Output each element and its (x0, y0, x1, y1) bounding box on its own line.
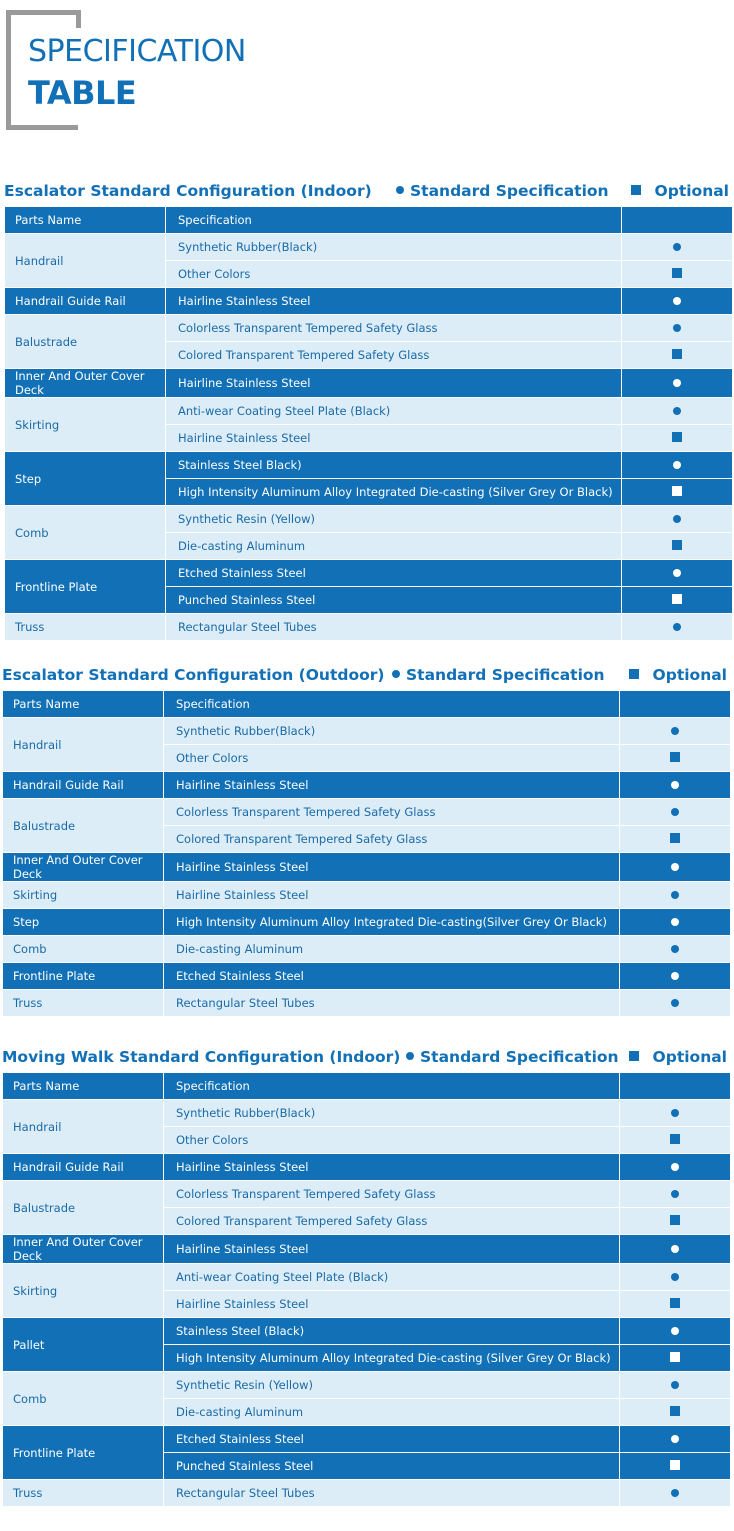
table-row (5, 452, 733, 479)
square-icon (670, 1298, 680, 1308)
mark-cell (620, 745, 731, 772)
mark-cell (620, 882, 731, 909)
spec-cell: Anti-wear Coating Steel Plate (Black) (166, 398, 622, 425)
mark-cell (620, 1181, 731, 1208)
legend-optional (631, 182, 729, 200)
mark-cell (622, 234, 733, 261)
spec-section (2, 1046, 731, 1507)
square-icon (629, 1051, 639, 1061)
column-header-parts: Parts Name (5, 207, 166, 234)
spec-cell: Synthetic Rubber(Black) (164, 718, 620, 745)
circle-icon (671, 1190, 679, 1198)
circle-icon (671, 918, 679, 926)
spec-cell: Stainless Steel (Black) (164, 1318, 620, 1345)
table-row (3, 882, 731, 909)
spec-cell: Colorless Transparent Tempered Safety Glass (166, 315, 622, 342)
table-row (3, 799, 731, 826)
section-header (4, 180, 733, 206)
section-title: Escalator Standard Configuration (Indoor) (4, 182, 372, 200)
part-name-cell: Balustrade (3, 1181, 164, 1235)
table-row (5, 369, 733, 398)
legend-optional-label: Optional (654, 182, 729, 200)
spec-cell: Synthetic Rubber(Black) (164, 1100, 620, 1127)
circle-icon (673, 461, 681, 469)
square-icon (670, 1215, 680, 1225)
mark-cell (622, 398, 733, 425)
legend-standard (392, 666, 605, 684)
mark-cell (622, 614, 733, 641)
part-name-cell: Truss (3, 990, 164, 1017)
mark-cell (622, 560, 733, 587)
column-header-spec: Specification (164, 1073, 620, 1100)
spec-cell: Etched Stainless Steel (164, 963, 620, 990)
legend-optional-label: Optional (652, 666, 727, 684)
square-icon (629, 669, 639, 679)
mark-cell (620, 1154, 731, 1181)
spec-cell: Synthetic Rubber(Black) (166, 234, 622, 261)
circle-icon (671, 781, 679, 789)
spec-table (2, 690, 731, 1017)
table-row (3, 990, 731, 1017)
mark-cell (622, 288, 733, 315)
table-row (5, 614, 733, 641)
mark-cell (620, 853, 731, 882)
table-row (5, 315, 733, 342)
square-icon (670, 1134, 680, 1144)
mark-cell (620, 1127, 731, 1154)
part-name-cell: Frontline Plate (3, 963, 164, 990)
legend-optional (629, 666, 727, 684)
page-title-line1: SPECIFICATION (28, 34, 246, 69)
legend-optional (629, 1048, 727, 1066)
part-name-cell: Frontline Plate (3, 1426, 164, 1480)
section-header (2, 664, 731, 690)
mark-cell (622, 452, 733, 479)
circle-icon (671, 972, 679, 980)
spec-cell: Colored Transparent Tempered Safety Glass (164, 1208, 620, 1235)
part-name-cell: Balustrade (3, 799, 164, 853)
mark-cell (620, 963, 731, 990)
column-header-spec: Specification (164, 691, 620, 718)
spec-table (4, 206, 733, 641)
mark-cell (622, 479, 733, 506)
column-header-mark (620, 691, 731, 718)
circle-icon (671, 1273, 679, 1281)
table-row (3, 772, 731, 799)
part-name-cell: Step (5, 452, 166, 506)
spec-cell: Hairline Stainless Steel (166, 369, 622, 398)
spec-cell: Hairline Stainless Steel (164, 1235, 620, 1264)
spec-cell: Punched Stainless Steel (164, 1453, 620, 1480)
mark-cell (620, 1345, 731, 1372)
spec-cell: Rectangular Steel Tubes (164, 1480, 620, 1507)
circle-icon (406, 1052, 414, 1060)
part-name-cell: Inner And Outer Cover Deck (5, 369, 166, 398)
square-icon (672, 268, 682, 278)
circle-icon (671, 1381, 679, 1389)
circle-icon (671, 727, 679, 735)
part-name-cell: Pallet (3, 1318, 164, 1372)
part-name-cell: Inner And Outer Cover Deck (3, 1235, 164, 1264)
square-icon (670, 1460, 680, 1470)
table-row (5, 234, 733, 261)
spec-cell: Hairline Stainless Steel (166, 288, 622, 315)
mark-cell (622, 425, 733, 452)
spec-cell: Colorless Transparent Tempered Safety Glass (164, 799, 620, 826)
part-name-cell: Comb (3, 1372, 164, 1426)
part-name-cell: Handrail Guide Rail (5, 288, 166, 315)
page-title-line2: TABLE (28, 74, 137, 112)
spec-cell: Hairline Stainless Steel (166, 425, 622, 452)
part-name-cell: Skirting (3, 1264, 164, 1318)
column-header-mark (620, 1073, 731, 1100)
spec-cell: Hairline Stainless Steel (164, 882, 620, 909)
legend-standard-label: Standard Specification (420, 1048, 619, 1066)
legend-optional-label: Optional (652, 1048, 727, 1066)
mark-cell (622, 369, 733, 398)
square-icon (670, 1406, 680, 1416)
legend-standard (406, 1048, 619, 1066)
legend-standard (396, 182, 609, 200)
spec-cell: Colored Transparent Tempered Safety Glass (166, 342, 622, 369)
mark-cell (620, 1372, 731, 1399)
spec-cell: Anti-wear Coating Steel Plate (Black) (164, 1264, 620, 1291)
mark-cell (620, 936, 731, 963)
mark-cell (620, 1235, 731, 1264)
table-row (3, 1480, 731, 1507)
spec-cell: Rectangular Steel Tubes (166, 614, 622, 641)
part-name-cell: Skirting (5, 398, 166, 452)
circle-icon (673, 297, 681, 305)
part-name-cell: Handrail Guide Rail (3, 772, 164, 799)
part-name-cell: Handrail (3, 718, 164, 772)
circle-icon (671, 945, 679, 953)
circle-icon (671, 808, 679, 816)
circle-icon (671, 1327, 679, 1335)
circle-icon (671, 1163, 679, 1171)
circle-icon (673, 324, 681, 332)
circle-icon (671, 863, 679, 871)
part-name-cell: Comb (3, 936, 164, 963)
column-header-mark (622, 207, 733, 234)
part-name-cell: Frontline Plate (5, 560, 166, 614)
square-icon (672, 432, 682, 442)
table-row (3, 936, 731, 963)
table-row (3, 909, 731, 936)
part-name-cell: Truss (5, 614, 166, 641)
section-title: Escalator Standard Configuration (Outdoor) (2, 666, 385, 684)
table-row (3, 853, 731, 882)
legend-standard-label: Standard Specification (406, 666, 605, 684)
spec-cell: High Intensity Aluminum Alloy Integrated Die-casting (Silver Grey Or Black) (166, 479, 622, 506)
square-icon (672, 349, 682, 359)
part-name-cell: Comb (5, 506, 166, 560)
mark-cell (620, 1291, 731, 1318)
spec-cell: High Intensity Aluminum Alloy Integrated Die-casting(Silver Grey Or Black) (164, 909, 620, 936)
square-icon (670, 752, 680, 762)
mark-cell (620, 1453, 731, 1480)
legend-standard-label: Standard Specification (410, 182, 609, 200)
table-header-row (3, 1073, 731, 1100)
mark-cell (620, 1399, 731, 1426)
circle-icon (671, 1435, 679, 1443)
spec-cell: Hairline Stainless Steel (164, 772, 620, 799)
circle-icon (671, 1109, 679, 1117)
circle-icon (671, 1489, 679, 1497)
table-row (5, 506, 733, 533)
square-icon (672, 594, 682, 604)
spec-cell: Etched Stainless Steel (164, 1426, 620, 1453)
circle-icon (673, 407, 681, 415)
part-name-cell: Skirting (3, 882, 164, 909)
mark-cell (620, 772, 731, 799)
part-name-cell: Inner And Outer Cover Deck (3, 853, 164, 882)
table-row (5, 560, 733, 587)
mark-cell (620, 1318, 731, 1345)
part-name-cell: Handrail Guide Rail (3, 1154, 164, 1181)
mark-cell (622, 533, 733, 560)
table-row (3, 1100, 731, 1127)
spec-cell: Hairline Stainless Steel (164, 1291, 620, 1318)
spec-cell: Punched Stainless Steel (166, 587, 622, 614)
circle-icon (673, 515, 681, 523)
square-icon (672, 540, 682, 550)
square-icon (670, 1352, 680, 1362)
mark-cell (622, 261, 733, 288)
mark-cell (622, 506, 733, 533)
table-row (5, 398, 733, 425)
table-row (3, 718, 731, 745)
column-header-parts: Parts Name (3, 691, 164, 718)
mark-cell (620, 1264, 731, 1291)
spec-cell: Other Colors (164, 1127, 620, 1154)
mark-cell (620, 909, 731, 936)
column-header-parts: Parts Name (3, 1073, 164, 1100)
spec-section (4, 180, 733, 641)
mark-cell (620, 990, 731, 1017)
table-row (3, 1318, 731, 1345)
circle-icon (673, 569, 681, 577)
spec-cell: Hairline Stainless Steel (164, 1154, 620, 1181)
table-row (3, 1264, 731, 1291)
spec-table (2, 1072, 731, 1507)
table-row (3, 1372, 731, 1399)
circle-icon (392, 670, 400, 678)
spec-cell: Die-casting Aluminum (164, 936, 620, 963)
circle-icon (673, 379, 681, 387)
spec-cell: Die-casting Aluminum (166, 533, 622, 560)
column-header-spec: Specification (166, 207, 622, 234)
mark-cell (620, 799, 731, 826)
part-name-cell: Step (3, 909, 164, 936)
mark-cell (620, 1100, 731, 1127)
section-header (2, 1046, 731, 1072)
spec-section (2, 664, 731, 1017)
mark-cell (622, 342, 733, 369)
circle-icon (671, 891, 679, 899)
section-title: Moving Walk Standard Configuration (Indoor) (2, 1048, 401, 1066)
part-name-cell: Handrail (5, 234, 166, 288)
mark-cell (620, 826, 731, 853)
table-row (3, 1154, 731, 1181)
spec-cell: Die-casting Aluminum (164, 1399, 620, 1426)
spec-cell: Other Colors (166, 261, 622, 288)
table-row (3, 1426, 731, 1453)
spec-cell: Colorless Transparent Tempered Safety Glass (164, 1181, 620, 1208)
square-icon (672, 486, 682, 496)
square-icon (631, 185, 641, 195)
square-icon (670, 833, 680, 843)
table-row (3, 1235, 731, 1264)
mark-cell (620, 1480, 731, 1507)
spec-cell: Etched Stainless Steel (166, 560, 622, 587)
mark-cell (620, 1208, 731, 1235)
mark-cell (622, 587, 733, 614)
circle-icon (673, 623, 681, 631)
spec-cell: Synthetic Resin (Yellow) (166, 506, 622, 533)
circle-icon (396, 186, 404, 194)
table-row (3, 963, 731, 990)
spec-cell: Hairline Stainless Steel (164, 853, 620, 882)
circle-icon (671, 999, 679, 1007)
spec-cell: Other Colors (164, 745, 620, 772)
spec-cell: Rectangular Steel Tubes (164, 990, 620, 1017)
mark-cell (620, 718, 731, 745)
table-header-row (3, 691, 731, 718)
mark-cell (620, 1426, 731, 1453)
circle-icon (671, 1245, 679, 1253)
spec-cell: High Intensity Aluminum Alloy Integrated Die-casting (Silver Grey Or Black) (164, 1345, 620, 1372)
title-bracket (6, 10, 78, 130)
table-row (5, 288, 733, 315)
part-name-cell: Truss (3, 1480, 164, 1507)
part-name-cell: Handrail (3, 1100, 164, 1154)
spec-cell: Stainless Steel Black) (166, 452, 622, 479)
circle-icon (673, 243, 681, 251)
part-name-cell: Balustrade (5, 315, 166, 369)
table-row (3, 1181, 731, 1208)
table-header-row (5, 207, 733, 234)
spec-cell: Synthetic Resin (Yellow) (164, 1372, 620, 1399)
mark-cell (622, 315, 733, 342)
spec-cell: Colored Transparent Tempered Safety Glass (164, 826, 620, 853)
